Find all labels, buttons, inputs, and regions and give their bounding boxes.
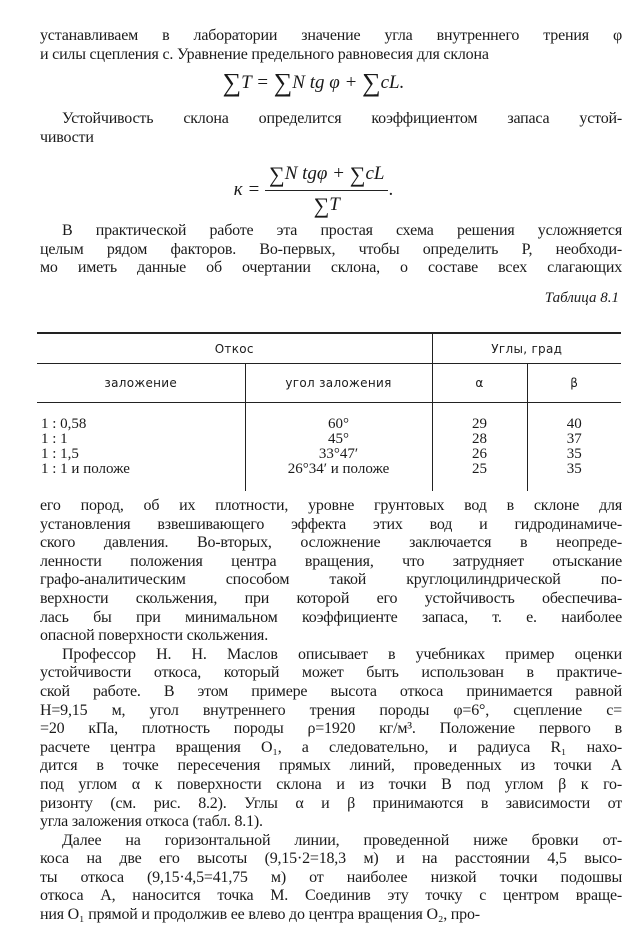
text-line: расчете центра вращения O₁, а следовательно, и радиуса R₁ нахо- [40, 738, 622, 756]
table-cell: 35 [527, 462, 621, 477]
paragraph-stability [40, 110, 622, 147]
table-cell: 60° [245, 417, 432, 432]
table-cell: 1 : 1,5 [41, 446, 79, 462]
table-row [37, 417, 621, 432]
text-line: В практической работе эта простая схема решения усложняется [62, 222, 622, 239]
text-line: мо иметь данные об очертании склона, о составе всех слагающих [40, 259, 622, 277]
text-line: под углом α к поверхности склона и из точки B под углом β к го- [40, 775, 622, 793]
text-line: опасной поверхности скольжения. [40, 627, 268, 645]
formula-term: T [329, 194, 340, 215]
text-line: лась бы при минимальном коэффициенте запаса, т. е. наиболее [40, 608, 622, 626]
table-cell: 1 : 1 [41, 431, 68, 447]
body-text [40, 497, 622, 925]
table-cell: 1 : 1 и положе [41, 461, 130, 477]
formula-term: cL. [380, 72, 405, 93]
text-line: Далее на горизонтальной линии, проведенной ниже бровки от- [62, 831, 622, 849]
text-line: устанавливаем в лаборатории значение угла внутреннего трения φ [40, 27, 622, 44]
text-line: ской работе. В этом примере высота откоса принимается равной [40, 682, 622, 700]
text-line: ты откоса (9,15·4,5=41,75 м) от наиболее низкой точки подошвы [40, 868, 622, 886]
table-caption: Таблица 8.1 [544, 290, 619, 306]
table-row [37, 432, 621, 447]
text-line: коса на две его высоты (9,15·2=18,3 м) и на расстоянии 4,5 высо- [40, 850, 622, 868]
table-cell: 26 [432, 447, 527, 462]
table-cell: 45° [245, 432, 432, 447]
text-line: откоса A, наносится точка M. Соединив эту точку с центром враще- [40, 887, 622, 905]
table-cell: 37 [527, 432, 621, 447]
text-line: Устойчивость склона определится коэффициентом запаса устой- [62, 110, 622, 127]
column-header: угол заложения [245, 364, 432, 403]
text-line: ризонту (см. рис. 8.2). Углы α и β принимаются в зависимости от [40, 794, 622, 812]
group-header: Углы, град [432, 333, 621, 364]
table-cell: 35 [527, 447, 621, 462]
text-line: дится в точке пересечения прямых линий, проведенных из точки A [40, 757, 622, 775]
table-cell: 28 [432, 432, 527, 447]
text-line: верхности скольжения, при которой его устойчивость обеспечива- [40, 589, 622, 607]
text-line: установления взвешивающего эффекта этих вод и гидродинамиче- [40, 515, 622, 533]
equilibrium-equation [0, 68, 627, 98]
text-line: и силы сцепления c. Уравнение предельного равновесия для склона [40, 45, 489, 63]
formula-term: cL [365, 163, 385, 184]
text-line: графо-аналитическим способом такой круглоцилиндрической по- [40, 571, 622, 589]
table-cell: 1 : 0,58 [41, 416, 87, 432]
table-cell: 25 [432, 462, 527, 477]
table-cell: 29 [432, 417, 527, 432]
text-line: устойчивости откоса, который может быть использован в практиче- [40, 664, 622, 682]
column-header: заложение [37, 364, 245, 403]
sum-symbol: ∑ [222, 68, 242, 97]
formula-term: к = [233, 178, 261, 200]
table-cell: 26°34′ и положе [245, 462, 432, 477]
formula-term: N tg φ + [292, 72, 358, 93]
text-line: целым рядом факторов. Во-первых, чтобы определить P, необходи- [40, 240, 622, 258]
text-line: чивости [40, 128, 94, 146]
text-line: Профессор Н. Н. Маслов описывает в учебниках пример оценки [62, 645, 622, 663]
table-cell: 33°47′ [245, 447, 432, 462]
slope-angles-table [37, 332, 621, 491]
safety-factor-formula [0, 162, 627, 219]
text-line: H=9,15 м, угол внутреннего трения породы φ=6°, сцепление c= [40, 701, 622, 719]
sum-symbol: ∑ [273, 68, 293, 97]
table-cell: 40 [527, 417, 621, 432]
group-header: Откос [37, 333, 432, 364]
text-line: ния O₁ прямой и продолжив ее влево до центра вращения O₂, про- [40, 906, 480, 924]
table-row [37, 462, 621, 477]
text-line: ского давления. Во-вторых, осложнение заключается в неопреде- [40, 534, 622, 552]
column-header: β [527, 364, 621, 403]
column-header: α [432, 364, 527, 403]
text-line: =20 кПа, плотность породы ρ=1920 кг/м³. Положение первого в [40, 720, 622, 738]
paragraph-practice [40, 222, 622, 278]
formula-term: N tgφ + [284, 163, 345, 184]
text-line: ленности положения центра вращения, что затрудняет отыскание [40, 552, 622, 570]
formula-term: . [388, 178, 394, 200]
formula-term: T = [241, 72, 269, 93]
sum-symbol: ∑ [362, 68, 381, 97]
paragraph-intro [40, 27, 622, 64]
text-line: его пород, об их плотности, уровне грунтовых вод в склоне для [40, 497, 622, 514]
table-row [37, 447, 621, 462]
fraction: $\frac{\text{∑N tgφ + ∑cL}}{\sum T}$ [265, 162, 388, 219]
text-line: угла заложения откоса (табл. 8.1). [40, 813, 263, 831]
